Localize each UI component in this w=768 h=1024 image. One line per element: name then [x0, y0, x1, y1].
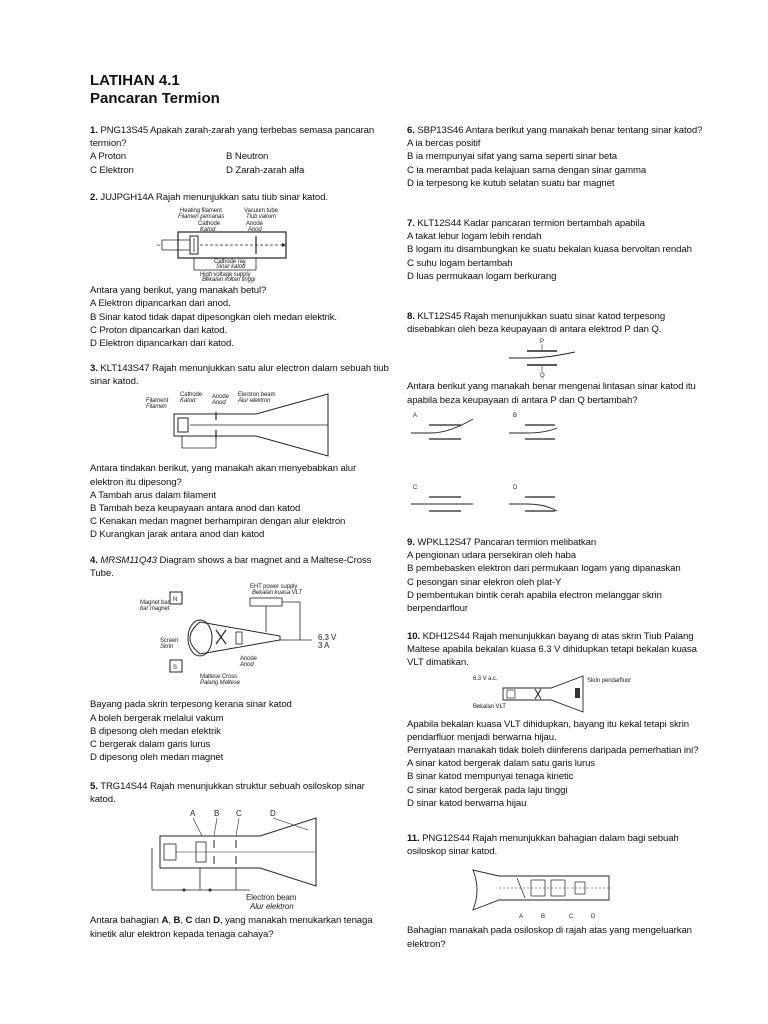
- q4-option-c: C bergerak dalam garis lurus: [90, 739, 211, 751]
- q8-option-d-label: D: [513, 484, 518, 491]
- q9-number: 9.: [407, 537, 415, 548]
- q8-option-d-diagram: [509, 485, 557, 511]
- q3-stem: Antara tindakan berikut, yang manakah akan menyebabkan alur elektron itu dipesong?: [90, 463, 357, 488]
- label-vacuum-tube-ms: Tiub vakum: [246, 214, 276, 221]
- q7-option-b: B logam itu disambungkan ke suatu bekalan kuasa bervoltan rendah: [407, 244, 692, 256]
- q8-option-a-label: A: [413, 412, 417, 419]
- q4-option-d: D dipesong oleh medan magnet: [90, 752, 224, 764]
- label-part-b: B: [214, 809, 220, 819]
- q9-option-c: C pesongan sinar elekron oleh plat-Y: [407, 576, 562, 588]
- q9-option-d: D pembentukan bintik cerah apabila electron melanggar skrin berpendarflour: [407, 589, 662, 615]
- q8-option-a-diagram: [411, 413, 473, 439]
- label-heating-filament: Heating filament: [180, 208, 222, 215]
- label-plate-q: Q: [540, 373, 545, 380]
- q8-option-b-label: B: [513, 412, 517, 419]
- q10-stem-2: Pernyataan manakah tidak boleh diinferens daripada pemerhatian ini?: [407, 745, 699, 757]
- label-6-3v-ac: 6.3 V a.c.: [473, 675, 498, 682]
- q4-number: 4.: [90, 555, 98, 566]
- label-part-d: D: [591, 914, 596, 921]
- q3-option-b: B Tambah beza keupayaan antara anod dan katod: [90, 503, 301, 515]
- maltese-cross-tube-diagram: [140, 582, 350, 696]
- label-maltese-cross-ms: Palang Maltese: [200, 680, 240, 687]
- label-part-c: C: [569, 914, 574, 921]
- electron-beam-tube-diagram: [146, 390, 336, 460]
- label-part-d: D: [270, 809, 276, 819]
- title-line-1: LATIHAN 4.1: [90, 72, 180, 89]
- maltese-cross-shadow-diagram: [473, 672, 631, 716]
- q1-option-d: D Zarah-zarah alfa: [226, 164, 305, 176]
- q5-number: 5.: [90, 781, 98, 792]
- q9-option-a: A pengionan udara persekiran oleh haba: [407, 550, 577, 562]
- q4-option-a: A boleh bergerak melalui vakum: [90, 712, 224, 724]
- q1-text: PNG13S45 Apakah zarah-zarah yang terbebas semasa pancaran termion?: [90, 125, 375, 150]
- q2-option-a: A Elektron dipancarkan dari anod.: [90, 298, 231, 310]
- q8-option-b-diagram: [509, 413, 557, 439]
- q10-option-c: C sinar katod bergerak pada laju tinggi: [407, 784, 568, 796]
- q6-option-b: B ia mempunyai sifat yang sama seperti sinar beta: [407, 151, 617, 163]
- q9-text: WPKL12S47 Pancaran termion melibatkan: [414, 537, 597, 548]
- label-magnet-bar: Magnet bar: [140, 600, 170, 607]
- question-8: [407, 310, 707, 547]
- q4-option-b: B dipesong oleh medan elektrik: [90, 725, 221, 737]
- label-screen: Screen: [160, 638, 179, 645]
- label-cathode-ms: Katod: [180, 398, 196, 405]
- label-part-a: A: [190, 809, 196, 819]
- question-7: [407, 217, 707, 283]
- label-anode: Anode: [240, 656, 257, 663]
- q2-option-b: B Sinar katod tidak dapat dipesongkan oleh medan elektrik.: [90, 311, 337, 323]
- question-2: [90, 191, 390, 350]
- q8-options-diagram: [409, 409, 559, 545]
- q4-code: MRSM11Q43: [97, 555, 157, 566]
- label-hv-supply-ms: Bekalan voltan tinggi: [202, 277, 256, 284]
- q8-option-c-label: C: [413, 484, 418, 491]
- q3-option-d: D Kurangkan jarak antara anod dan katod: [90, 529, 265, 541]
- cathode-ray-tube-diagram: [148, 206, 298, 282]
- q9-option-b: B pembebasken elektron dari permukaan logam yang dipanaskan: [407, 563, 681, 575]
- label-bar-magnet: bar magnet: [140, 606, 170, 613]
- q8-number: 8.: [407, 311, 415, 322]
- q4-stem: Bayang pada skrin terpesong kerana sinar katod: [90, 699, 292, 711]
- q10-option-d: D sinar katod berwarna hijau: [407, 797, 527, 809]
- q2-text: JUJPGH14A Rajah menunjukkan satu tiub sinar katod.: [97, 192, 328, 203]
- q10-option-a: A sinar katod bergerak dalam satu garis lurus: [407, 758, 596, 770]
- q3-option-a: A Tambah arus dalam filament: [90, 489, 217, 501]
- label-vacuum-tube: Vacuum tube: [244, 208, 278, 215]
- label-cathode: Cathode: [180, 392, 202, 399]
- label-anode-ms: Anod: [240, 662, 254, 669]
- label-cathode: Cathode: [198, 221, 220, 228]
- q11-number: 11.: [407, 833, 420, 844]
- q7-text: KLT12S44 Kadar pancaran termion bertambah apabila: [414, 218, 645, 229]
- label-hv-supply: High voltage supply: [200, 272, 251, 279]
- q6-option-d: D ia terpesong ke kutub selatan suatu bar magnet: [407, 177, 615, 189]
- label-cathode-ray: Cathode ray: [214, 259, 246, 266]
- label-vlt-supply: Bekalan VLT: [473, 703, 506, 710]
- question-6: [407, 124, 707, 190]
- question-5: [90, 780, 390, 941]
- label-plate-p: P: [540, 339, 544, 346]
- label-electron-beam: Electron beam: [246, 893, 297, 903]
- q3-option-c: C Kenakan medan magnet berhampiran dengan alur elektron: [90, 516, 346, 528]
- q7-option-d: D luas permukaan logam berkurang: [407, 270, 557, 282]
- question-9: [407, 536, 707, 615]
- q6-text: SBP13S46 Antara berikut yang manakah benar tentang sinar katod?: [414, 125, 703, 136]
- ac-source-symbol: ~: [156, 241, 161, 251]
- label-anode-ms: Anod: [212, 400, 226, 407]
- q1-option-a: A Proton: [90, 151, 127, 163]
- question-10: [407, 630, 707, 810]
- label-electron-beam: Electron beam: [238, 392, 276, 399]
- label-s-pole: S: [173, 665, 177, 672]
- q4-text: Diagram shows a bar magnet and a Maltese-Cross Tube.: [90, 555, 372, 580]
- label-electron-beam-ms: Alur elektron: [238, 398, 271, 405]
- q11-stem: Bahagian manakah pada osiloskop di rajah atas yang mengeluarkan elektron?: [407, 925, 692, 950]
- q1-option-b: B Neutron: [226, 151, 269, 163]
- question-4: [90, 554, 390, 764]
- label-eht-supply: EHT power supply: [250, 584, 298, 591]
- q1-option-c: C Elektron: [90, 164, 134, 176]
- q2-option-d: D Elektron dipancarkan dari katod.: [90, 338, 234, 350]
- title-line-2: Pancaran Termion: [90, 90, 220, 107]
- q2-stem: Antara yang berikut, yang manakah betul?: [90, 285, 267, 297]
- q7-option-a: A takat lebur logam lebih rendah: [407, 231, 542, 243]
- question-1: [90, 124, 390, 177]
- label-6-3v: 6.3 V: [318, 633, 337, 643]
- q5-text: TRG14S44 Rajah menunjukkan struktur sebuah osiloskop sinar katod.: [90, 781, 365, 806]
- worksheet-title: [90, 72, 220, 108]
- q11-text: PNG12S44 Rajah menunjukkan bahagian dalam bagi sebuah osiloskop sinar katod.: [407, 833, 679, 858]
- q10-option-b: B sinar katod mempunyai tenaga kinetic: [407, 771, 574, 783]
- q5-stem: Antara bahagian A, B, C dan D, yang manakah menukarkan tenaga kinetik alur elektron kepada tenaga cahaya?: [90, 915, 373, 940]
- label-part-a: A: [519, 914, 523, 921]
- q6-option-c: C ia merambat pada kelajuan sama dengan sinar gamma: [407, 164, 647, 176]
- label-screen-ms: Skrin: [160, 644, 174, 651]
- label-3a: 3 A: [318, 641, 330, 651]
- label-anode-ms: Anod: [248, 227, 262, 234]
- q6-option-a: A ia bercas positif: [407, 138, 481, 150]
- q2-number: 2.: [90, 192, 98, 203]
- q7-number: 7.: [407, 218, 415, 229]
- label-filament: Filament: [146, 398, 169, 405]
- crt-internal-diagram: [469, 860, 619, 922]
- cathode-ray-oscilloscope-diagram: [140, 808, 340, 912]
- q8-option-c-diagram: [411, 485, 473, 511]
- label-eht-supply-ms: Bekalan kuasa VLT: [252, 590, 302, 597]
- label-cathode-ms: Katod: [200, 227, 216, 234]
- q8-stem: Antara berikut yang manakah benar mengenai lintasan sinar katod itu apabila beza keupayaan di antara P dan Q bertambah?: [407, 381, 696, 406]
- q3-text: KLT143S47 Rajah menunjukkan satu alur electron dalam sebuah tiub sinar katod.: [90, 363, 389, 388]
- label-anode: Anode: [246, 221, 263, 228]
- label-anode: Anode: [212, 394, 229, 401]
- q10-number: 10.: [407, 631, 421, 642]
- label-part-c: C: [236, 809, 242, 819]
- q10-stem-1: Apabila bekalan kuasa VLT dihidupkan, bayang itu kekal tetapi skrin pendarfluor menjadi berwarna hijau.: [407, 718, 690, 743]
- q7-option-c: C suhu logam bertambah: [407, 257, 513, 269]
- label-maltese-cross: Maltese Cross: [200, 674, 238, 681]
- question-11: [407, 832, 707, 951]
- label-part-b: B: [541, 914, 545, 921]
- label-heating-filament-ms: Filamen pemanas: [178, 214, 225, 221]
- q10-text: KDH12S44 Rajah menunjukkan bayang di atas skrin Tiub Palang Maltese apabila bekalan kuasa 6.3 V dihidupkan tetapi bekalan kuasa VLT dimatikan.: [407, 631, 697, 669]
- label-n-pole: N: [173, 597, 178, 604]
- q6-number: 6.: [407, 125, 415, 136]
- q3-number: 3.: [90, 363, 98, 374]
- deflection-plates-diagram: [507, 338, 577, 378]
- label-cathode-ray-ms: Sinar katod: [216, 264, 246, 271]
- q2-option-c: C Proton dipancarkan dari katod.: [90, 324, 228, 336]
- label-fluorescent-screen: Skrin pendarfluor: [587, 677, 631, 684]
- q8-text: KLT12S45 Rajah menunjukkan suatu sinar katod terpesong disebabkan oleh beza keupayaan di antara elektrod P dan Q.: [407, 311, 666, 336]
- label-electron-beam-ms: Alur elektron: [250, 902, 294, 912]
- q1-number: 1.: [90, 125, 98, 136]
- label-filament-ms: Filamen: [146, 404, 167, 411]
- question-3: [90, 362, 390, 542]
